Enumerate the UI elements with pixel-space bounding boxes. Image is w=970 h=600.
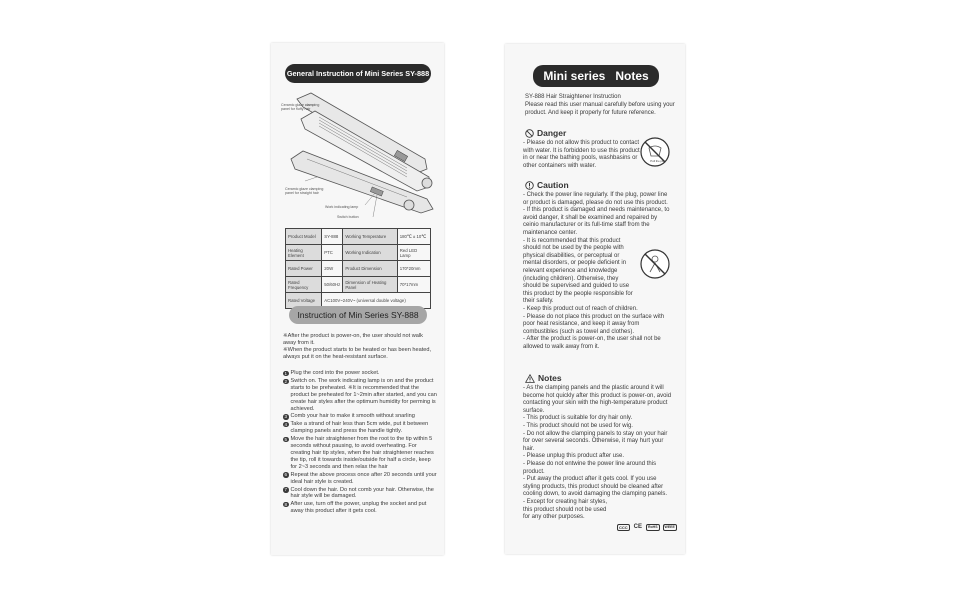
spec-cell: AC100V~240V~ (universal double voltage) [322, 293, 431, 309]
list-item: - Keep this product out of reach of children. [523, 305, 638, 312]
spec-cell: Rated Voltage [286, 293, 322, 309]
list-item: - After the product is power-on, the user shall not be allowed to walk away from it. [523, 336, 661, 350]
spec-cell: Red LED Lamp [397, 245, 430, 261]
list-item: - This product is suitable for dry hair only. [523, 415, 633, 422]
table-row [286, 245, 431, 261]
spec-cell: 170*20mm [397, 261, 430, 277]
step-text: After use, turn off the power, unplug the socket and put away this product after it gets cool. [290, 501, 427, 515]
list-item: - It is recommended that this product should not be used by the people with physical disabilities, or perceptual or mental disorders, or people deficient in relevant experience and knowledge (including children). Otherwise, they should be supervised and guided to use this product by the people responsible for their safety. [523, 237, 633, 305]
ccc-mark-icon: CCC [619, 525, 628, 530]
list-item: - If this product is damaged and needs maintenance, to avoid danger, it shall be examined and repaired by ceinio manufacturer or its full-time staff from the maintenance center. [523, 207, 670, 236]
list-item: - Do not allow the clamping panels to stay on your hair for over several seconds. Otherwise, it may hurt your hair. [523, 430, 668, 452]
list-item [283, 378, 437, 413]
danger-title: Danger [537, 128, 567, 138]
weee-bin-icon: WEEE [664, 525, 675, 529]
notes-list [523, 385, 673, 522]
step-text: Take a strand of hair less than 5cm wide, put it between clamping panels and press the handle tightly. [290, 421, 429, 435]
step-number: 7 [284, 487, 287, 493]
spec-cell: Rated Power [286, 261, 322, 277]
step-number: 4 [284, 421, 287, 427]
label-indicator-lamp: Work indicating lamp [325, 205, 359, 209]
certification-marks [617, 524, 677, 531]
spec-cell: Product Model [286, 229, 322, 245]
instruction-title: Instruction of Min Series SY-888 [289, 306, 427, 324]
danger-heading [525, 128, 566, 138]
list-item [283, 436, 437, 471]
no-children-pictogram-icon [639, 248, 671, 280]
spec-cell: Working Indication [343, 245, 397, 261]
caution-title: Caution [537, 180, 569, 190]
spec-table [285, 228, 431, 309]
spec-cell: Dimension of Heating Panel [343, 277, 397, 293]
step-number: 2 [284, 378, 287, 384]
list-item: - This product should not be used for wig. [523, 422, 633, 429]
left-header: General Instruction of Mini Series SY-888 [285, 64, 431, 83]
steps-list [283, 370, 437, 516]
list-item: - Please do not entwine the power line around this product. [523, 460, 657, 475]
list-item: - Please unplug this product after use. [523, 453, 625, 460]
table-row [286, 261, 431, 277]
step-number: 6 [284, 472, 287, 478]
table-row [286, 229, 431, 245]
no-water-pictogram-icon [639, 136, 671, 168]
step-number: 3 [284, 414, 287, 420]
left-notes [283, 333, 435, 361]
step-number: 1 [284, 370, 287, 376]
ce-mark-icon: CE [633, 524, 643, 530]
step-number: 8 [284, 501, 287, 507]
label-fluffy-panel: Ceramic glaze clamping panel for fluffy hair [281, 103, 320, 112]
spec-cell: Product Dimension [343, 261, 397, 277]
step-text: Comb your hair to make it smooth without snarling [290, 413, 415, 420]
spec-cell: Rated Frequency [286, 277, 322, 293]
step-text: Switch on. The work indicating lamp is on and the product starts to be preheated. ※It is recommended that the product be preheated for 1~2min after started, and you can create hair styles after the optimum humidity for perming is achieved. [290, 377, 437, 412]
step-text: Repeat the above process once after 20 seconds until your ideal hair style is created. [290, 471, 437, 485]
list-item: - Except for creating hair styles, this product should not be used for any other purposes. [523, 498, 608, 521]
step-text: Cool down the hair. Do not comb your hair. Otherwise, the hair style will be damaged. [290, 486, 434, 500]
list-item [283, 413, 437, 420]
subtitle: SY-888 Hair Straightener Instruction [525, 94, 621, 100]
spec-cell: 50/60Hz [322, 277, 343, 293]
list-item [283, 421, 437, 435]
step-text: Plug the cord into the power socket. [290, 370, 380, 376]
list-item [283, 501, 437, 515]
pictogram-label: Pull the plug [650, 159, 666, 163]
list-item: - Put away the product after it gets cool. If you use styling products, this product should be cleaned after cooling down, to avoid damaging the clamping panels. [523, 476, 668, 498]
spec-cell: 20W [322, 261, 343, 277]
spec-cell: 70*17mm [397, 277, 430, 293]
step-number: 5 [284, 436, 287, 442]
list-item: - Check the power line regularly. If the plug, power line or product is damaged, please do not use this product. [523, 192, 668, 206]
list-item: - Please do not place this product on the surface with poor heat resistance, and keep it away from combustibles (such as towel and clothes). [523, 313, 665, 335]
list-item [283, 370, 437, 377]
intro-text: Please read this user manual carefully before using your product. And keep it properly for future reference. [525, 102, 675, 116]
notes-title: Notes [538, 373, 562, 383]
info-icon [525, 181, 534, 190]
list-item: - As the clamping panels and the plastic around it will become hot quickly after this product is power-on, avoid contacting your skin with the high-temperature product surface. [523, 385, 672, 414]
prohibition-icon [525, 129, 534, 138]
right-header: Mini series Notes [533, 65, 659, 87]
spec-cell: 180℃ ± 10℃ [397, 229, 430, 245]
notes-heading [525, 373, 562, 383]
note-item: ※After the product is power-on, the user should not walk away from it. [283, 333, 423, 346]
right-notes-sheet [505, 44, 685, 554]
spec-cell: SY-888 [322, 229, 343, 245]
step-text: Move the hair straightener from the root to the tip within 5 seconds without pausing, to avoid overheating. For creating hair tip styles, when the hair straightener reaches the tip, roll it towards inside/outside for half a circle, keep for 2~3 seconds and then relax the hair [290, 436, 434, 470]
table-row [286, 277, 431, 293]
note-item: ※When the product starts to be heated or has been heated, always put it on the heat-resistant surface. [283, 346, 432, 360]
rohs-mark-icon: RoHS [648, 525, 658, 529]
label-straight-panel: Ceramic glaze clamping panel for straight hair [285, 187, 324, 196]
spec-cell: Working Temperature [343, 229, 397, 245]
spec-cell: PTC [322, 245, 343, 261]
warning-triangle-icon [525, 374, 535, 383]
label-switch-button: Switch button [337, 215, 359, 219]
danger-text: - Please do not allow this product to contact with water. It is forbidden to use this product in or near the bathing pools, washbasins or other containers with water. [523, 140, 640, 169]
list-item [283, 472, 437, 486]
left-instruction-sheet [271, 43, 444, 555]
spec-cell: Heating Element [286, 245, 322, 261]
caution-heading [525, 180, 569, 190]
list-item [283, 487, 437, 501]
